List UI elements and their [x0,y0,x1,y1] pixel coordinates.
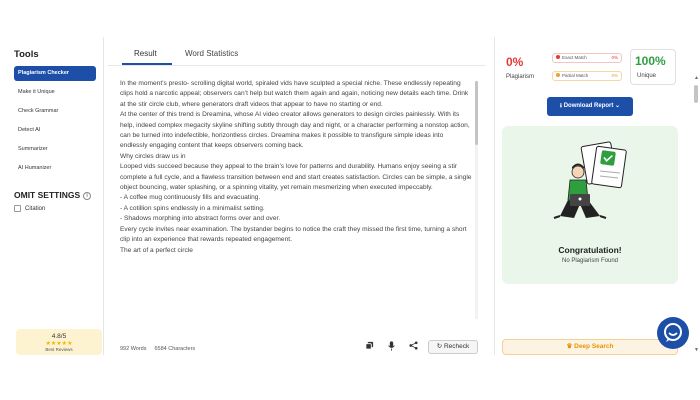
citation-label: Citation [25,205,46,212]
text-scrollbar[interactable] [475,81,478,319]
orange-dot-icon [556,73,560,77]
character-count: 6584 Characters [154,346,196,352]
paragraph: Why circles draw us in [120,152,186,160]
share-icon[interactable] [408,341,418,351]
text-stats [120,346,195,352]
app-frame [0,37,700,355]
no-plagiarism-message: No Plagiarism Found [561,258,619,264]
sidebar [8,37,104,355]
sidebar-item-ai-humanizer[interactable]: AI Humanizer [18,165,52,171]
partial-match-row [552,71,622,81]
sidebar-item-plagiarism-checker[interactable]: Plagiarism Checker [14,66,96,81]
citation-option[interactable] [14,205,45,212]
omit-settings-label: OMIT SETTINGS [14,190,81,200]
refresh-icon: ↻ [436,343,443,350]
deep-search-label: Deep Search [574,343,614,350]
crown-icon: ♛ [566,343,573,350]
paragraph: Every cycle invites near examination. The bystander begins to notice the craft they missed the first time, turning a short clip into an experience that rewards repeated engagement. [120,225,467,244]
person-with-documents-illustration [540,138,640,238]
tab-divider [108,65,486,66]
unique-percent: 100% [635,54,666,68]
rating-reviews-label: Best Reviews [45,347,73,352]
rating-stars-icon: ★★★★★ [45,341,73,347]
tab-result[interactable]: Result [134,49,157,58]
result-text[interactable] [120,79,472,319]
sidebar-item-summarizer[interactable]: Summarizer [18,146,48,152]
download-label: Download Report [563,103,614,109]
word-count: 992 Words [120,346,147,352]
plagiarism-label: Plagiarism [506,74,535,80]
paragraph: - Shadows morphing into abstract forms over and over. [120,215,281,223]
results-scrollbar-thumb[interactable] [694,85,698,103]
plagiarism-percent: 0% [506,55,524,69]
microphone-icon[interactable] [386,341,396,351]
exact-match-row [552,53,622,63]
download-icon: ⭳ [559,103,563,109]
main-panel [108,37,486,355]
results-panel [494,37,699,355]
sidebar-item-make-it-unique[interactable]: Make it Unique [18,89,55,95]
paragraph: Looped vids succeed because they appeal to the brain’s love for patterns and durability. Humans enjoy seeing a stir complete a full cycle, and a flawless transition between end and start creates satisfaction. Circles can be simple, a single object bouncing, water splashing, or a spinning vitality, yet remain mesmerizing when executed impeccably. [120,163,472,192]
congratulation-heading: Congratulation! [558,245,622,255]
download-report-button[interactable] [547,97,633,116]
rating-score: 4.8/5 [51,333,67,340]
chevron-down-icon: ⌄ [615,103,621,109]
info-icon[interactable]: i [83,192,91,200]
red-dot-icon [556,55,560,59]
recheck-label: Recheck [443,343,470,350]
tab-word-statistics[interactable]: Word Statistics [185,49,239,58]
citation-checkbox[interactable] [14,205,21,212]
partial-match-value: 0% [611,73,618,78]
paragraph: - A cotillion spins endlessly in a minimalist setting. [120,204,265,212]
sidebar-item-check-grammar[interactable]: Check Grammar [18,108,59,114]
deep-search-button[interactable] [502,339,678,355]
chat-bubble-icon [657,317,689,349]
omit-settings-heading [14,190,91,200]
unique-card [630,49,676,85]
rating-badge [16,329,102,355]
paragraph: At the center of this trend is Dreamina, whose AI video creator allows generators to design circles painlessly. With its help, indeed complex megacity skyline shifting subtly through day and night, or a character performing a nonstop action, can be turned into indefectible, horizontless circles. Dreamina makes it possible to transfigure simple ideas into endlessly engaging content that keeps observers coming back. [120,111,470,150]
scrollbar-thumb[interactable] [475,81,478,145]
scroll-up-arrow-icon[interactable]: ▲ [694,75,699,81]
recheck-button[interactable] [428,340,478,354]
copy-icon[interactable] [364,341,374,351]
active-tab-indicator [122,63,172,65]
congratulation-card [502,126,678,284]
paragraph: - A coffee mug continuously fills and evacuating. [120,194,261,202]
exact-match-label: Exact Match [562,55,587,60]
unique-label: Unique [637,73,657,79]
partial-match-label: Partial Match [562,73,589,78]
exact-match-value: 0% [611,55,618,60]
footer-actions [364,341,418,351]
sidebar-title: Tools [14,49,39,60]
chat-support-button[interactable] [657,317,689,349]
paragraph: In the moment’s presto- scrolling digital world, spiraled vids have sculpted a special niche. These endlessly repeating clips hold a narcotic appeal; observers can’t help but watch them again and again, noticing new details each time. Drink at the stir circle club, where generators draft videos that appear to have no starting or end. [120,80,469,108]
sidebar-item-detect-ai[interactable]: Detect AI [18,127,41,133]
scroll-down-arrow-icon[interactable]: ▼ [694,347,699,353]
paragraph: The art of a perfect circle [120,246,193,254]
